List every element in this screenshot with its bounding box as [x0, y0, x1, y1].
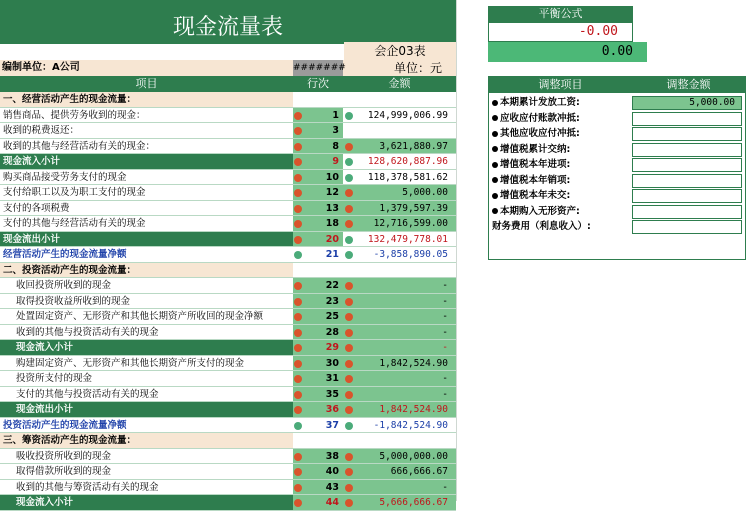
- table-row: [0, 325, 456, 341]
- row-item-cell[interactable]: 收到的其他与投资活动有关的现金: [0, 325, 293, 340]
- comment-marker-icon: [294, 158, 302, 166]
- adjust-row: [489, 126, 745, 142]
- bullet-icon: [492, 208, 498, 214]
- row-line-cell[interactable]: 31: [293, 371, 343, 386]
- row-item-cell[interactable]: 销售商品、提供劳务收到的现金：: [3, 109, 146, 121]
- row-item-cell[interactable]: 三、筹资活动产生的现金流量：: [0, 433, 293, 448]
- table-row: [0, 495, 456, 511]
- table-row: [0, 433, 456, 449]
- adjustment-panel: [488, 76, 746, 260]
- row-amount-cell[interactable]: 1,379,597.39: [343, 201, 456, 216]
- row-line-cell[interactable]: [293, 92, 343, 107]
- adjust-row: [489, 188, 745, 204]
- adjustment-header: [489, 77, 745, 93]
- comment-marker-icon: [294, 360, 302, 368]
- adjust-label: [492, 219, 591, 235]
- row-line-cell[interactable]: 20: [293, 232, 343, 247]
- table-row: [0, 201, 456, 217]
- row-amount-cell[interactable]: [343, 92, 456, 107]
- row-amount-cell[interactable]: 124,999,006.99: [343, 108, 456, 123]
- adjust-value-input[interactable]: 5,000.00: [632, 96, 742, 110]
- adjust-row: [489, 142, 745, 158]
- row-item-cell[interactable]: 处置固定资产、无形资产和其他长期资产所收回的现金净额: [0, 309, 293, 324]
- comment-marker-icon: [294, 112, 302, 120]
- row-item-cell[interactable]: 投资所支付的现金: [0, 371, 293, 386]
- table-header: [0, 76, 456, 92]
- row-item-cell[interactable]: 支付的各项税费: [3, 202, 70, 214]
- sheet-title[interactable]: 现金流量表: [0, 0, 456, 44]
- row-amount-cell[interactable]: [343, 123, 456, 138]
- comment-marker-icon: [345, 375, 353, 383]
- row-item-cell[interactable]: 现金流出小计: [0, 232, 293, 247]
- comment-marker-icon: [345, 391, 353, 399]
- adjust-header-amount[interactable]: 调整金额: [666, 78, 711, 91]
- adjust-label: [492, 111, 580, 127]
- row-amount-cell[interactable]: [343, 433, 456, 448]
- table-row: [0, 309, 456, 325]
- table-row: [0, 418, 456, 434]
- row-line-cell[interactable]: 30: [293, 356, 343, 371]
- table-row: [0, 185, 456, 201]
- adjust-label: [492, 157, 570, 173]
- row-amount-cell[interactable]: 12,716,599.00: [343, 216, 456, 231]
- row-item-cell[interactable]: 支付的其他与经营活动有关的现金: [3, 218, 146, 229]
- row-item-cell[interactable]: 投资活动产生的现金流量净额: [0, 418, 293, 433]
- table-row: [0, 371, 456, 387]
- comment-marker-icon: [294, 375, 302, 383]
- table-row: [0, 449, 456, 465]
- comment-marker-icon: [294, 174, 302, 182]
- company-label[interactable]: 编制单位：A公司: [2, 62, 80, 73]
- row-amount-cell[interactable]: 118,378,581.62: [343, 170, 456, 185]
- row-line-cell[interactable]: 40: [293, 464, 343, 479]
- table-row: [0, 139, 456, 155]
- table-row: [0, 247, 456, 263]
- row-item-cell[interactable]: 收到的其他与经营活动有关的现金：: [3, 140, 156, 152]
- row-item-cell[interactable]: 二、投资活动产生的现金流量：: [0, 263, 293, 278]
- comment-marker-icon: [294, 251, 302, 259]
- column-divider: [456, 0, 457, 501]
- row-amount-cell[interactable]: -: [343, 309, 456, 324]
- comment-marker-icon: [345, 282, 353, 290]
- row-item-cell[interactable]: 支付的其他与投资活动有关的现金: [0, 387, 293, 402]
- comment-marker-icon: [294, 484, 302, 492]
- row-amount-cell[interactable]: 666,666.67: [343, 464, 456, 479]
- comment-marker-icon: [345, 220, 353, 228]
- row-item-cell[interactable]: 现金流入小计: [0, 340, 293, 355]
- adjust-value-input[interactable]: [632, 189, 742, 203]
- row-line-cell[interactable]: 3: [293, 123, 343, 138]
- comment-marker-icon: [294, 313, 302, 321]
- row-item-cell[interactable]: 现金流入小计: [0, 495, 293, 510]
- adjust-label-text: 本期购入无形资产:: [500, 205, 580, 217]
- adjust-label-text: 财务费用（利息收入）:: [492, 221, 591, 232]
- table-row: [0, 263, 456, 279]
- adjust-row: [489, 219, 745, 235]
- adjust-value-input[interactable]: [632, 205, 742, 219]
- adjust-value-input[interactable]: [632, 143, 742, 157]
- row-line-cell[interactable]: 37: [293, 418, 343, 433]
- adjust-row: [489, 173, 745, 189]
- adjust-value-input[interactable]: [632, 174, 742, 188]
- row-line-cell[interactable]: [293, 433, 343, 448]
- row-line-cell[interactable]: 36: [293, 402, 343, 417]
- table-row: [0, 170, 456, 186]
- balance-panel: [488, 6, 633, 58]
- table-row: [0, 108, 456, 124]
- comment-marker-icon: [294, 344, 302, 352]
- bullet-icon: [492, 146, 498, 152]
- row-amount-cell[interactable]: [343, 263, 456, 278]
- row-amount-cell[interactable]: -: [343, 371, 456, 386]
- row-line-cell[interactable]: 12: [293, 185, 343, 200]
- row-line-cell[interactable]: 29: [293, 340, 343, 355]
- unit-label[interactable]: 单位：元: [393, 61, 442, 75]
- adjust-row: [489, 157, 745, 173]
- comment-marker-icon: [345, 174, 353, 182]
- row-amount-cell[interactable]: 5,000.00: [343, 185, 456, 200]
- row-line-cell[interactable]: 44: [293, 495, 343, 510]
- table-row: [0, 387, 456, 403]
- row-amount-cell[interactable]: -: [343, 325, 456, 340]
- row-item-cell[interactable]: 收到的其他与筹资活动有关的现金: [0, 480, 293, 495]
- bullet-icon: [492, 162, 498, 168]
- adjust-header-item[interactable]: 调整项目: [538, 78, 583, 91]
- row-item-cell[interactable]: 现金流入小计: [0, 154, 293, 169]
- comment-marker-icon: [345, 236, 353, 244]
- table-row: [0, 356, 456, 372]
- comment-marker-icon: [294, 329, 302, 337]
- table-row: [0, 294, 456, 310]
- row-item-cell[interactable]: 现金流出小计: [0, 402, 293, 417]
- bullet-icon: [492, 100, 498, 106]
- row-line-cell[interactable]: 22: [293, 278, 343, 293]
- row-line-cell[interactable]: 23: [293, 294, 343, 309]
- adjust-label-text: 增值税本年进项:: [500, 159, 571, 170]
- comment-marker-icon: [294, 468, 302, 476]
- row-line-cell[interactable]: 21: [293, 247, 343, 262]
- comment-marker-icon: [294, 143, 302, 151]
- table-row: [0, 278, 456, 294]
- comment-marker-icon: [345, 112, 353, 120]
- comment-marker-icon: [294, 453, 302, 461]
- row-amount-cell[interactable]: 132,479,778.01: [343, 232, 456, 247]
- comment-marker-icon: [294, 499, 302, 507]
- date-cell[interactable]: #######: [293, 60, 343, 76]
- row-line-cell[interactable]: [293, 263, 343, 278]
- adjust-value-input[interactable]: [632, 112, 742, 126]
- adjust-label-text: 增值税本年未交:: [500, 190, 571, 201]
- adjust-label: [492, 126, 580, 142]
- row-line-cell[interactable]: 38: [293, 449, 343, 464]
- balance-value-2[interactable]: 0.00: [488, 42, 647, 62]
- table-row: [0, 480, 456, 496]
- comment-marker-icon: [345, 453, 353, 461]
- row-line-cell[interactable]: 9: [293, 154, 343, 169]
- row-amount-cell[interactable]: -: [343, 480, 456, 495]
- adjust-label: [492, 173, 570, 189]
- bullet-icon: [492, 177, 498, 183]
- balance-value-1[interactable]: -0.00: [488, 22, 633, 42]
- adjust-label-text: 增值税累计交纳:: [500, 143, 571, 155]
- comment-marker-icon: [345, 499, 353, 507]
- row-item-cell[interactable]: 取得借款所收到的现金: [0, 464, 293, 479]
- row-amount-cell[interactable]: 1,842,524.90: [343, 356, 456, 371]
- adjust-label-text: 应收应付账款冲抵:: [500, 112, 580, 124]
- bullet-icon: [492, 193, 498, 199]
- comment-marker-icon: [294, 406, 302, 414]
- balance-title[interactable]: 平衡公式: [488, 6, 633, 22]
- comment-marker-icon: [294, 189, 302, 197]
- adjust-label: [492, 188, 570, 204]
- comment-marker-icon: [345, 406, 353, 414]
- adjust-label-text: 增值税本年销项:: [500, 174, 571, 186]
- row-amount-cell[interactable]: 5,666,666.67: [343, 495, 456, 510]
- row-line-cell[interactable]: 10: [293, 170, 343, 185]
- comment-marker-icon: [294, 127, 302, 135]
- row-line-cell[interactable]: 28: [293, 325, 343, 340]
- header-line[interactable]: 行次: [307, 77, 329, 90]
- comment-marker-icon: [345, 422, 353, 430]
- adjust-value-input[interactable]: [632, 127, 742, 141]
- table-row: [0, 464, 456, 480]
- comment-marker-icon: [294, 391, 302, 399]
- row-item-cell[interactable]: 收回投资所收到的现金: [0, 278, 293, 293]
- row-line-cell[interactable]: 25: [293, 309, 343, 324]
- comment-marker-icon: [345, 468, 353, 476]
- table-row: [0, 123, 456, 139]
- row-amount-cell[interactable]: -: [343, 340, 456, 355]
- adjust-label: [492, 142, 570, 158]
- row-item-cell[interactable]: 收到的税费返还：: [3, 125, 80, 136]
- bullet-icon: [492, 115, 498, 121]
- row-amount-cell[interactable]: -: [343, 294, 456, 309]
- row-item-cell[interactable]: 支付给职工以及为职工支付的现金: [3, 187, 146, 198]
- comment-marker-icon: [345, 205, 353, 213]
- row-line-cell[interactable]: 35: [293, 387, 343, 402]
- comment-marker-icon: [345, 313, 353, 321]
- adjust-label-text: 其他应收应付冲抵:: [500, 128, 580, 139]
- table-row: [0, 402, 456, 418]
- row-amount-cell[interactable]: -3,858,890.05: [343, 247, 456, 262]
- row-amount-cell[interactable]: 3,621,880.97: [343, 139, 456, 154]
- adjust-row: [489, 95, 745, 111]
- comment-marker-icon: [294, 236, 302, 244]
- info-row: [0, 60, 456, 76]
- table-row: [0, 92, 456, 108]
- table-row: [0, 232, 456, 248]
- adjust-label: [492, 95, 580, 111]
- table-row: [0, 340, 456, 356]
- form-number[interactable]: 会企03表: [344, 42, 456, 60]
- adjust-value-input[interactable]: [632, 220, 742, 234]
- comment-marker-icon: [294, 205, 302, 213]
- cash-flow-table: [0, 92, 456, 511]
- row-line-cell[interactable]: 13: [293, 201, 343, 216]
- row-item-cell[interactable]: 取得投资收益所收到的现金: [0, 294, 293, 309]
- row-line-cell[interactable]: 1: [293, 108, 343, 123]
- comment-marker-icon: [345, 158, 353, 166]
- row-amount-cell[interactable]: -: [343, 278, 456, 293]
- row-line-cell[interactable]: 8: [293, 139, 343, 154]
- row-amount-cell[interactable]: 1,842,524.90: [343, 402, 456, 417]
- table-row: [0, 154, 456, 170]
- table-row: [0, 216, 456, 232]
- comment-marker-icon: [345, 360, 353, 368]
- row-item-cell[interactable]: 吸收投资所收到的现金: [0, 449, 293, 464]
- comment-marker-icon: [294, 298, 302, 306]
- row-line-cell[interactable]: 18: [293, 216, 343, 231]
- comment-marker-icon: [345, 484, 353, 492]
- adjust-row: [489, 111, 745, 127]
- header-item[interactable]: 项目: [135, 77, 158, 90]
- comment-marker-icon: [345, 344, 353, 352]
- comment-marker-icon: [294, 220, 302, 228]
- row-line-cell[interactable]: 43: [293, 480, 343, 495]
- row-item-cell[interactable]: 购建固定资产、无形资产和其他长期资产所支付的现金: [0, 356, 293, 371]
- row-item-cell[interactable]: 一、经营活动产生的现金流量：: [0, 92, 293, 107]
- header-amount[interactable]: 金额: [388, 77, 411, 90]
- row-item-cell[interactable]: 经营活动产生的现金流量净额: [0, 247, 293, 262]
- adjust-value-input[interactable]: [632, 158, 742, 172]
- comment-marker-icon: [294, 282, 302, 290]
- row-amount-cell[interactable]: -: [343, 387, 456, 402]
- bullet-icon: [492, 131, 498, 137]
- adjust-row: [489, 204, 745, 220]
- comment-marker-icon: [345, 251, 353, 259]
- row-amount-cell[interactable]: 5,000,000.00: [343, 449, 456, 464]
- comment-marker-icon: [345, 143, 353, 151]
- comment-marker-icon: [345, 298, 353, 306]
- adjust-label-text: 本期累计发放工资:: [500, 97, 580, 108]
- comment-marker-icon: [345, 329, 353, 337]
- row-amount-cell[interactable]: 128,620,887.96: [343, 154, 456, 169]
- row-item-cell[interactable]: 购买商品接受劳务支付的现金: [3, 171, 127, 183]
- comment-marker-icon: [294, 422, 302, 430]
- comment-marker-icon: [345, 189, 353, 197]
- row-amount-cell[interactable]: -1,842,524.90: [343, 418, 456, 433]
- adjust-label: [492, 204, 580, 220]
